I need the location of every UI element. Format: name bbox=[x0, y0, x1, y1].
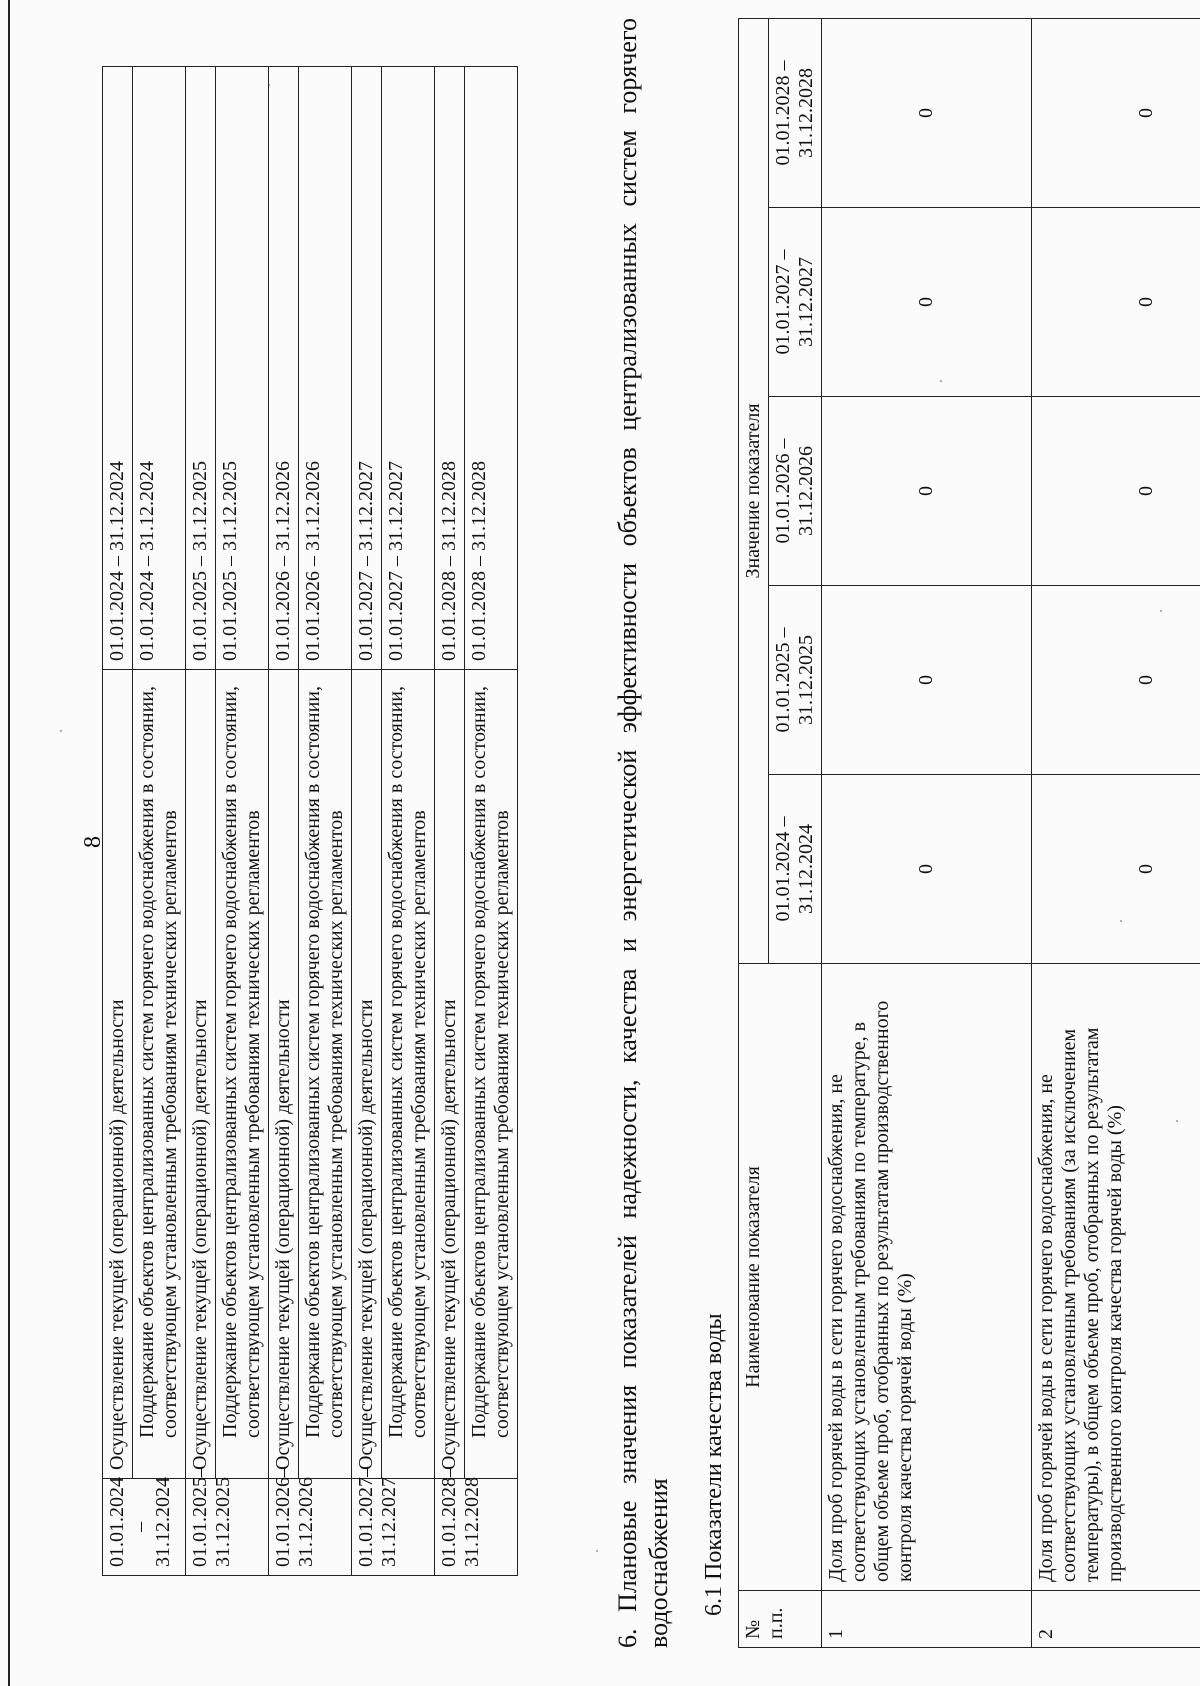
period-label: 01.01.2028– 31.12.2028 bbox=[438, 1467, 483, 1567]
activity-text: Осуществление текущей (операционной) деятельности bbox=[435, 670, 465, 1479]
activity-dates: 01.01.2027 – 31.12.2027 bbox=[382, 67, 435, 670]
indicator-value: 0 bbox=[822, 19, 1032, 208]
activity-dates: 01.01.2027 – 31.12.2027 bbox=[352, 67, 382, 670]
activity-text: Поддержание объектов централизованных систем горячего водоснабжения в состоянии, соответствующем установленным требованиям технических регламентов bbox=[299, 670, 352, 1479]
activity-dates: 01.01.2025 – 31.12.2025 bbox=[186, 67, 216, 670]
col-number-header: № п.п. bbox=[739, 1591, 822, 1648]
row-number: 2 bbox=[1032, 1591, 1200, 1648]
activity-dates: 01.01.2024 – 31.12.2024 bbox=[103, 67, 133, 670]
row-number: 1 bbox=[822, 1591, 1032, 1648]
plan-activities-table bbox=[102, 66, 518, 1576]
period-label: 01.01.2025– 31.12.2025 bbox=[189, 1467, 234, 1567]
period-label: 01.01.2024 – 31.12.2024 bbox=[106, 1477, 174, 1567]
activity-dates: 01.01.2026 – 31.12.2026 bbox=[299, 67, 352, 670]
period-label: 01.01.2026– 31.12.2026 bbox=[272, 1467, 317, 1567]
period-cell bbox=[103, 1479, 186, 1576]
activity-dates: 01.01.2025 – 31.12.2025 bbox=[216, 67, 269, 670]
indicator-value: 0 bbox=[822, 775, 1032, 964]
table-row bbox=[435, 67, 465, 1576]
table-row bbox=[1032, 19, 1200, 1648]
activity-text: Осуществление текущей (операционной) деятельности bbox=[269, 670, 299, 1479]
indicator-value: 0 bbox=[822, 208, 1032, 397]
indicator-name: Доля проб горячей воды в сети горячего водоснабжения, не соответствующих установленным требованиям (за исключением температуры), в общем объеме проб, отобранных по результатам производственного контроля качества горячей воды (%) bbox=[1032, 964, 1200, 1591]
water-quality-table bbox=[738, 18, 1200, 1648]
activity-text: Поддержание объектов централизованных систем горячего водоснабжения в состоянии, соответствующем установленным требованиям технических регламентов bbox=[216, 670, 269, 1479]
indicator-value: 0 bbox=[1032, 586, 1200, 775]
period-header: 01.01.2028 – 31.12.2028 bbox=[769, 19, 822, 208]
quality-table-header-row bbox=[739, 19, 769, 1648]
activity-text: Поддержание объектов централизованных систем горячего водоснабжения в состоянии, соответствующем установленным требованиям технических регламентов bbox=[133, 670, 186, 1479]
period-cell bbox=[352, 1467, 435, 1576]
activity-text: Поддержание объектов централизованных систем горячего водоснабжения в состоянии, соответствующем установленным требованиям технических регламентов bbox=[465, 670, 518, 1479]
col-name-header: Наименование показателя bbox=[739, 964, 822, 1591]
indicator-value: 0 bbox=[822, 586, 1032, 775]
indicator-value: 0 bbox=[1032, 19, 1200, 208]
activity-text: Осуществление текущей (операционной) деятельности bbox=[103, 670, 133, 1479]
activity-dates: 01.01.2028 – 31.12.2028 bbox=[465, 67, 518, 670]
activity-dates: 01.01.2028 – 31.12.2028 bbox=[435, 67, 465, 670]
indicator-value: 0 bbox=[1032, 397, 1200, 586]
table-row bbox=[269, 67, 299, 1576]
activity-dates: 01.01.2024 – 31.12.2024 bbox=[133, 67, 186, 670]
indicator-value: 0 bbox=[1032, 775, 1200, 964]
section-6-title: 6. Плановые значения показателей надежности, качества и энергетической эффективности объектов централизованных систем горячего водоснабжения bbox=[613, 18, 673, 1648]
indicator-value: 0 bbox=[822, 397, 1032, 586]
period-header: 01.01.2025 – 31.12.2025 bbox=[769, 586, 822, 775]
section-6-1-title: 6.1 Показатели качества воды bbox=[701, 1313, 727, 1616]
table-row bbox=[186, 67, 216, 1576]
table-row bbox=[822, 19, 1032, 1648]
table-row bbox=[382, 67, 435, 1576]
indicator-value: 0 bbox=[1032, 208, 1200, 397]
period-cell bbox=[269, 1467, 352, 1576]
period-cell bbox=[186, 1467, 269, 1576]
table-row bbox=[465, 67, 518, 1576]
activity-dates: 01.01.2026 – 31.12.2026 bbox=[269, 67, 299, 670]
table-row bbox=[352, 67, 382, 1576]
period-header: 01.01.2027 – 31.12.2027 bbox=[769, 208, 822, 397]
period-header: 01.01.2026 – 31.12.2026 bbox=[769, 397, 822, 586]
table-row bbox=[216, 67, 269, 1576]
page-number: 8 bbox=[80, 836, 106, 848]
activity-text: Поддержание объектов централизованных систем горячего водоснабжения в состоянии, соответствующем установленным требованиям технических регламентов bbox=[382, 670, 435, 1479]
col-value-group-header: Значение показателя bbox=[739, 19, 769, 964]
indicator-name: Доля проб горячей воды в сети горячего водоснабжения, не соответствующих установленным требованиям по температуре, в общем объеме проб, отобранных по результатам производственного контроля качества горячей воды (%) bbox=[822, 964, 1032, 1591]
activity-text: Осуществление текущей (операционной) деятельности bbox=[352, 670, 382, 1479]
activity-text: Осуществление текущей (операционной) деятельности bbox=[186, 670, 216, 1479]
period-header: 01.01.2024 – 31.12.2024 bbox=[769, 775, 822, 964]
period-cell bbox=[435, 1467, 518, 1576]
table-row bbox=[103, 67, 133, 1576]
table-row bbox=[133, 67, 186, 1576]
table-row bbox=[299, 67, 352, 1576]
period-label: 01.01.2027– 31.12.2027 bbox=[355, 1467, 400, 1567]
